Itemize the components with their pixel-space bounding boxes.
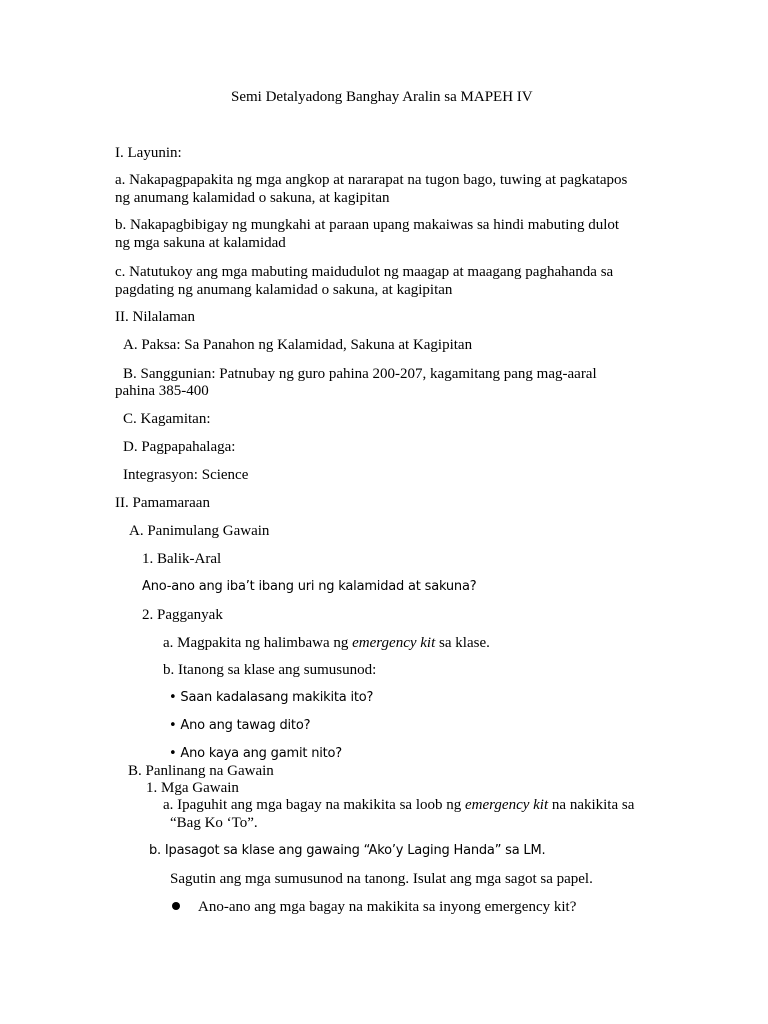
panimulang-gawain: A. Panimulang Gawain (129, 523, 270, 539)
balik-aral-question: Ano-ano ang iba’t ibang uri ng kalamidad at sakuna? (142, 579, 477, 594)
gawain-a-emphasis: emergency kit (465, 797, 549, 813)
question-bullet-1: • Saan kadalasang makikita ito? (169, 690, 374, 705)
layunin-c-line2: pagdating ng anumang kalamidad o sakuna, at kagipitan (115, 282, 453, 298)
layunin-heading: I. Layunin: (115, 145, 182, 161)
pagganyak-a-tail: sa klase. (435, 635, 490, 651)
bullet-dot-icon (172, 902, 180, 910)
emergency-kit-question: Ano-ano ang mga bagay na makikita sa inyong emergency kit? (198, 899, 577, 915)
gawain-a-text: a. Ipaguhit ang mga bagay na makikita sa loob ng (163, 797, 465, 813)
integrasyon-line: Integrasyon: Science (123, 467, 249, 483)
pagganyak-a-text: a. Magpakita ng halimbawa ng (163, 635, 353, 651)
layunin-c-line1: c. Natutukoy ang mga mabuting maidudulot ng maagap at maagang paghahanda sa (115, 264, 614, 280)
question-bullet-2: • Ano ang tawag dito? (169, 718, 311, 733)
gawain-a-line1 (163, 796, 634, 814)
balik-aral-line: 1. Balik-Aral (142, 551, 222, 567)
mga-gawain-line: 1. Mga Gawain (146, 780, 239, 796)
kagamitan-line: C. Kagamitan: (123, 411, 211, 427)
paksa-line: A. Paksa: Sa Panahon ng Kalamidad, Sakuna at Kagipitan (123, 337, 473, 353)
pagganyak-a-emphasis: emergency kit (352, 635, 436, 651)
nilalaman-heading: II. Nilalaman (115, 309, 195, 325)
pagganyak-b-line: b. Itanong sa klase ang sumusunod: (163, 662, 377, 678)
sanggunian-line1: B. Sanggunian: Patnubay ng guro pahina 200-207, kagamitang pang mag-aaral (123, 366, 597, 382)
layunin-a-line1: a. Nakapagpapakita ng mga angkop at nararapat na tugon bago, tuwing at pagkatapos (115, 172, 628, 188)
pamamaraan-heading: II. Pamamaraan (115, 495, 210, 511)
pagganyak-a-line (163, 634, 490, 652)
gawain-a-tail: na nakikita sa (548, 797, 635, 813)
sanggunian-line2: pahina 385-400 (115, 383, 209, 399)
layunin-b-line1: b. Nakapagbibigay ng mungkahi at paraan upang makaiwas sa hindi mabuting dulot (115, 217, 620, 233)
document-title: Semi Detalyadong Banghay Aralin sa MAPEH IV (231, 89, 533, 105)
sagutin-line: Sagutin ang mga sumusunod na tanong. Isulat ang mga sagot sa papel. (170, 871, 593, 887)
panlinang-gawain: B. Panlinang na Gawain (128, 763, 274, 779)
question-bullet-3: • Ano kaya ang gamit nito? (169, 746, 342, 761)
layunin-b-line2: ng mga sakuna at kalamidad (115, 235, 286, 251)
gawain-a-line2: “Bag Ko ‘To”. (170, 815, 258, 831)
layunin-a-line2: ng anumang kalamidad o sakuna, at kagipitan (115, 190, 390, 206)
pagganyak-line: 2. Pagganyak (142, 607, 223, 623)
gawain-b-line: b. Ipasagot sa klase ang gawaing “Ako’y Laging Handa” sa LM. (149, 843, 546, 858)
pagpapahalaga-line: D. Pagpapahalaga: (123, 439, 236, 455)
